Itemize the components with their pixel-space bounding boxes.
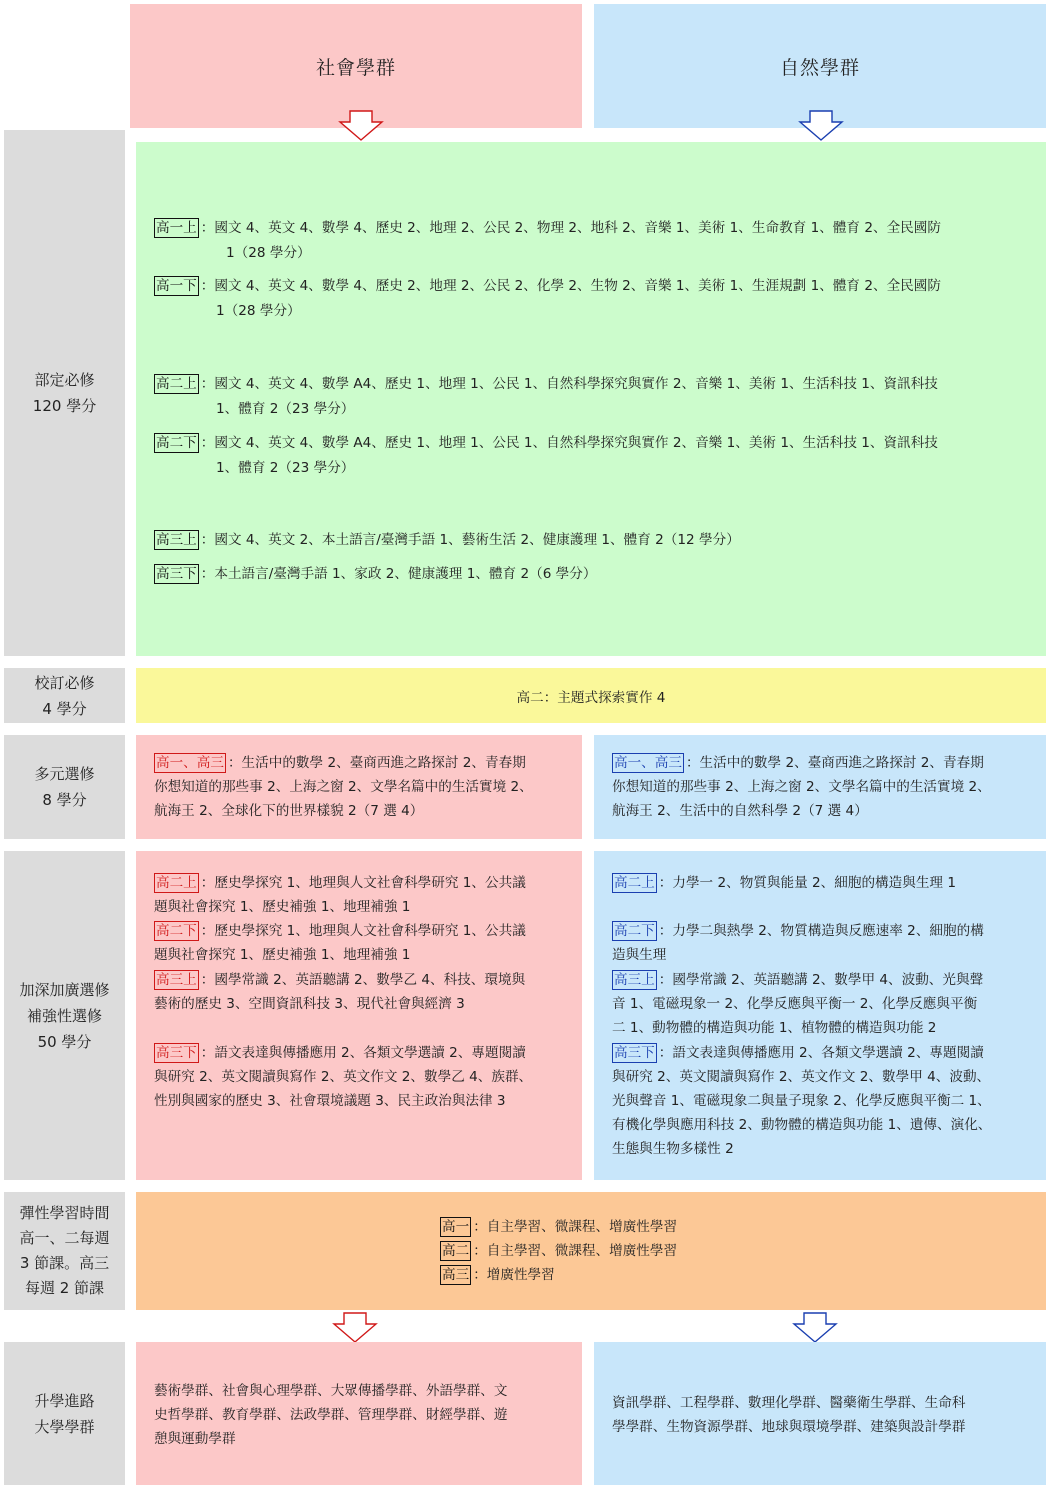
elective-line: 音 1、電磁現象一 2、化學反應與平衡一 2、化學反應與平衡 <box>612 996 978 1012</box>
required-item-5 <box>154 528 1034 553</box>
term-tag: 高二上 <box>614 875 655 891</box>
term-tag: 高一下 <box>156 278 197 294</box>
elective-line: 有機化學與應用科技 2、動物體的構造與功能 1、遺傳、演化、 <box>612 1117 992 1133</box>
elective-line: 與研究 2、英文閱讀與寫作 2、英文作文 2、數學乙 4、族群、 <box>154 1069 533 1085</box>
flex-item-text: ：增廣性學習 <box>473 1267 555 1283</box>
advanced-social-block-3 <box>154 968 574 1016</box>
university-label-line-2: 大學學群 <box>34 1417 95 1436</box>
term-tag: 高二 <box>442 1243 470 1259</box>
elective-line: 題與社會探究 1、歷史補強 1、地理補強 1 <box>154 899 411 915</box>
university-line: 學學群、生物資源學群、地球與環境學群、建築與設計學群 <box>612 1419 966 1435</box>
social-down-arrow-icon <box>338 110 384 142</box>
required-item-cont: 1、體育 2（23 學分） <box>216 400 355 417</box>
required-item-2 <box>154 274 1034 323</box>
term-tag: 高二下 <box>614 923 655 939</box>
elective-line: 航海王 2、全球化下的世界樣貌 2（7 選 4） <box>154 803 424 819</box>
university-natural-text <box>612 1391 1037 1439</box>
required-item-3 <box>154 372 1034 421</box>
social-down-arrow-icon <box>332 1312 378 1344</box>
university-label-line-1: 升學進路 <box>34 1391 95 1410</box>
school-required-text: 高二：主題式探索實作 4 <box>516 689 666 706</box>
flex-list <box>440 1215 840 1287</box>
elective-line: 航海王 2、生活中的自然科學 2（7 選 4） <box>612 803 868 819</box>
elective-line: 二 1、動物體的構造與功能 1、植物體的構造與功能 2 <box>612 1020 937 1036</box>
term-tag: 高三上 <box>614 972 655 988</box>
advanced-social-block-1 <box>154 871 574 919</box>
elective-line: ：生活中的數學 2、臺商西進之路探討 2、青春期 <box>685 755 984 771</box>
flex-label-line-4: 每週 2 節課 <box>24 1279 105 1297</box>
diverse-label-line-1: 多元選修 <box>34 765 95 783</box>
term-tag: 高二下 <box>156 923 197 939</box>
diverse-natural-text <box>612 751 1037 823</box>
university-line: 史哲學群、教育學群、法政學群、管理學群、財經學群、遊 <box>154 1407 508 1423</box>
advanced-social-block-4 <box>154 1041 574 1113</box>
elective-line: 你想知道的那些事 2、上海之窗 2、文學名篇中的生活實境 2、 <box>154 779 533 795</box>
required-item-1 <box>154 216 1034 265</box>
term-tag: 高三上 <box>156 972 197 988</box>
university-line: 資訊學群、工程學群、數理化學群、醫藥衛生學群、生命科 <box>612 1395 966 1411</box>
flex-item-text: ：自主學習、微課程、增廣性學習 <box>473 1219 678 1235</box>
advanced-natural-block-3 <box>612 968 1037 1040</box>
term-tag: 高三上 <box>156 532 197 548</box>
flex-label <box>4 1192 125 1310</box>
social-header-title: 社會學群 <box>315 56 396 79</box>
advanced-label-line-1: 加深加廣選修 <box>19 980 110 999</box>
required-item-4 <box>154 431 1034 480</box>
required-item-text: ：國文 4、英文 2、本土語言/臺灣手語 1、藝術生活 2、健康護理 1、體育 2（12 學分） <box>200 532 740 548</box>
school-required-label <box>4 668 125 723</box>
university-line: 藝術學群、社會與心理學群、大眾傳播學群、外語學群、文 <box>154 1383 508 1399</box>
required-item-text: ：國文 4、英文 4、數學 4、歷史 2、地理 2、公民 2、化學 2、生物 2、音樂 1、美術 1、生涯規劃 1、體育 2、全民國防 <box>200 278 941 294</box>
required-item-text: ：國文 4、英文 4、數學 A4、歷史 1、地理 1、公民 1、自然科學探究與實作 2、音樂 1、美術 1、生活科技 1、資訊科技 <box>200 376 938 392</box>
elective-line: ：力學二與熱學 2、物質構造與反應速率 2、細胞的構 <box>658 923 984 939</box>
required-item-cont: 1（28 學分） <box>216 302 301 319</box>
university-label <box>4 1342 125 1485</box>
required-item-text: ：本土語言/臺灣手語 1、家政 2、健康護理 1、體育 2（6 學分） <box>200 566 597 582</box>
natural-header-title: 自然學群 <box>779 56 860 79</box>
elective-line: ：歷史學探究 1、地理與人文社會科學研究 1、公共議 <box>200 923 526 939</box>
required-label <box>4 130 125 656</box>
elective-line: ：語文表達與傳播應用 2、各類文學選讀 2、專題閱讀 <box>200 1045 526 1061</box>
required-item-6 <box>154 562 1034 587</box>
flex-label-line-3: 3 節課。高三 <box>19 1254 110 1272</box>
elective-line: 題與社會探究 1、歷史補強 1、地理補強 1 <box>154 947 411 963</box>
term-tag: 高一 <box>442 1219 470 1235</box>
elective-line: 造與生理 <box>612 947 667 963</box>
required-item-cont: 1（28 學分） <box>226 244 311 261</box>
elective-line: ：生活中的數學 2、臺商西進之路探討 2、青春期 <box>227 755 526 771</box>
advanced-label-line-3: 50 學分 <box>37 1032 92 1051</box>
university-line: 憩與運動學群 <box>154 1431 236 1447</box>
natural-down-arrow-icon <box>792 1312 838 1344</box>
required-label-line-1: 部定必修 <box>34 371 95 389</box>
university-social-text <box>154 1379 574 1451</box>
advanced-natural-block-1 <box>612 871 1037 895</box>
elective-line: ：力學一 2、物質與能量 2、細胞的構造與生理 1 <box>658 875 956 891</box>
elective-line: ：語文表達與傳播應用 2、各類文學選讀 2、專題閱讀 <box>658 1045 984 1061</box>
advanced-natural-block-4 <box>612 1041 1037 1161</box>
elective-line: 光與聲音 1、電磁現象二與量子現象 2、化學反應與平衡二 1、 <box>612 1093 991 1109</box>
term-tag: 高一、高三 <box>156 755 224 771</box>
required-item-text: ：國文 4、英文 4、數學 A4、歷史 1、地理 1、公民 1、自然科學探究與實作 2、音樂 1、美術 1、生活科技 1、資訊科技 <box>200 435 938 451</box>
term-tag: 高二下 <box>156 435 197 451</box>
term-tag: 高二上 <box>156 376 197 392</box>
advanced-label-line-2: 補強性選修 <box>26 1006 102 1025</box>
elective-line: ：歷史學探究 1、地理與人文社會科學研究 1、公共議 <box>200 875 526 891</box>
school-required-panel <box>136 668 1046 723</box>
elective-line: ：國學常識 2、英語聽講 2、數學甲 4、波動、光與聲 <box>658 972 984 988</box>
elective-line: 與研究 2、英文閱讀與寫作 2、英文作文 2、數學甲 4、波動、 <box>612 1069 991 1085</box>
elective-line: 性別與國家的歷史 3、社會環境議題 3、民主政治與法律 3 <box>154 1093 506 1109</box>
elective-line: 藝術的歷史 3、空間資訊科技 3、現代社會與經濟 3 <box>154 996 465 1012</box>
required-item-text: ：國文 4、英文 4、數學 4、歷史 2、地理 2、公民 2、物理 2、地科 2、音樂 1、美術 1、生命教育 1、體育 2、全民國防 <box>200 220 941 236</box>
diverse-social-text <box>154 751 574 823</box>
term-tag: 高二上 <box>156 875 197 891</box>
school-required-label-line-1: 校訂必修 <box>34 673 95 692</box>
diverse-label <box>4 735 125 839</box>
flex-item-text: ：自主學習、微課程、增廣性學習 <box>473 1243 678 1259</box>
diverse-label-line-2: 8 學分 <box>42 791 87 809</box>
term-tag: 高三下 <box>156 1045 197 1061</box>
elective-line: 你想知道的那些事 2、上海之窗 2、文學名篇中的生活實境 2、 <box>612 779 991 795</box>
term-tag: 高一上 <box>156 220 197 236</box>
flex-label-line-1: 彈性學習時間 <box>19 1204 110 1222</box>
natural-down-arrow-icon <box>798 110 844 142</box>
advanced-social-block-2 <box>154 919 574 967</box>
term-tag: 高三下 <box>156 566 197 582</box>
advanced-label <box>4 851 125 1180</box>
elective-line: 生態與生物多樣性 2 <box>612 1141 734 1157</box>
term-tag: 高三 <box>442 1267 470 1283</box>
flex-label-line-2: 高一、二每週 <box>19 1229 110 1247</box>
term-tag: 高一、高三 <box>614 755 682 771</box>
required-label-line-2: 120 學分 <box>32 397 97 415</box>
elective-line: ：國學常識 2、英語聽講 2、數學乙 4、科技、環境與 <box>200 972 526 988</box>
required-item-cont: 1、體育 2（23 學分） <box>216 459 355 476</box>
term-tag: 高三下 <box>614 1045 655 1061</box>
advanced-natural-block-2 <box>612 919 1037 967</box>
school-required-label-line-2: 4 學分 <box>42 699 87 718</box>
